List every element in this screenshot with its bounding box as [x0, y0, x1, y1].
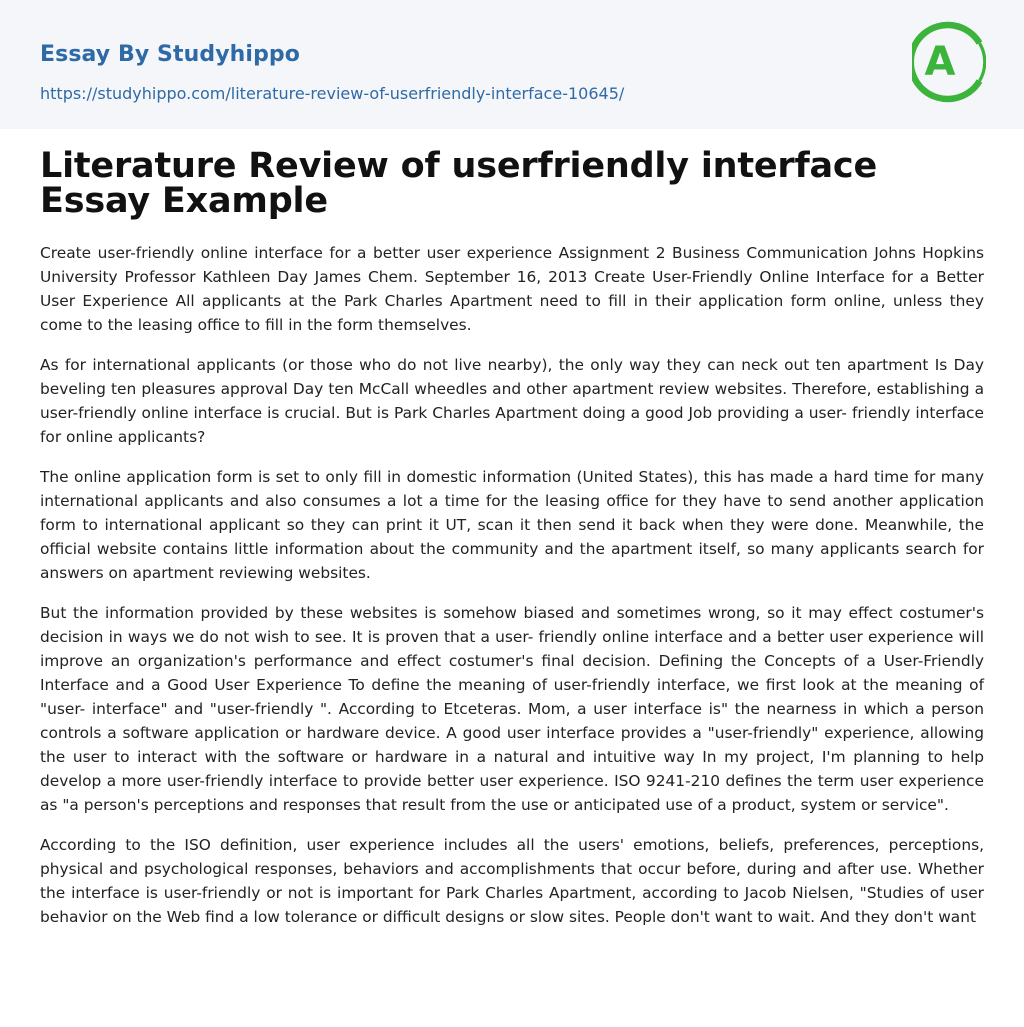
logo-letter: A [924, 39, 956, 85]
studyhippo-logo-icon[interactable] [912, 18, 986, 106]
essay-body [40, 241, 984, 929]
essay-paragraph: According to the ISO definition, user experience includes all the users' emotions, beliefs, preferences, perceptions, physical and psychological responses, behaviors and accomplishments that occur before, during and after use. Whether the interface is user-friendly or not is important for Park Charles Apartment, according to Jacob Nielsen, "Studies of user behavior on the Web find a low tolerance or difficult designs or slow sites. People don't want to wait. And they don't want [40, 836, 984, 926]
essay-url-link[interactable]: https://studyhippo.com/literature-review-of-userfriendly-interface-10645/ [40, 84, 625, 103]
main-content [0, 146, 1024, 929]
page-title: Literature Review of userfriendly interface Essay Example [40, 146, 878, 221]
essay-paragraph: The online application form is set to only fill in domestic information (United States), this has made a hard time for many international applicants and also consumes a lot a time for the leasing office for they have to send another application form to international applicant so they can print it UT, scan it then send it back when they were done. Meanwhile, the official website contains little information about the community and the apartment itself, so many applicants search for answers on apartment reviewing websites. [40, 468, 984, 582]
site-title[interactable]: Essay By Studyhippo [40, 42, 300, 67]
essay-paragraph: As for international applicants (or those who do not live nearby), the only way they can neck out ten apartment Is Day beveling ten pleasures approval Day ten McCall wheedles and other apartment review websites. Therefore, establishing a user-friendly online interface is crucial. But is Park Charles Apartment doing a good Job providing a user- friendly interface for online applicants? [40, 356, 984, 446]
essay-paragraph: But the information provided by these websites is somehow biased and sometimes wrong, so it may effect costumer's decision in ways we do not wish to see. It is proven that a user- friendly online interface and a better user experience will improve an organization's performance and effect costumer's final decision. Defining the Concepts of a User-Friendly Interface and a Good User Experience To define the meaning of user-friendly interface, we first look at the meaning of "user- interface" and "user-friendly ". According to Etceteras. Mom, a user interface is" the nearness in which a person controls a software application or hardware device. A good user interface provides a "user-friendly" experience, allowing the user to interact with the software or hardware in a natural and intuitive way In my project, I'm planning to help develop a more user-friendly interface to provide better user experience. ISO 9241-210 defines the term user experience as "a person's perceptions and responses that result from the use or anticipated use of a product, system or service". [40, 604, 984, 814]
essay-paragraph: Create user-friendly online interface for a better user experience Assignment 2 Business Communication Johns Hopkins University Professor Kathleen Day James Chem. September 16, 2013 Create User-Friendly Online Interface for a Better User Experience All applicants at the Park Charles Apartment need to fill in their application form online, unless they come to the leasing office to fill in the form themselves. [40, 244, 984, 334]
site-header [0, 0, 1024, 129]
